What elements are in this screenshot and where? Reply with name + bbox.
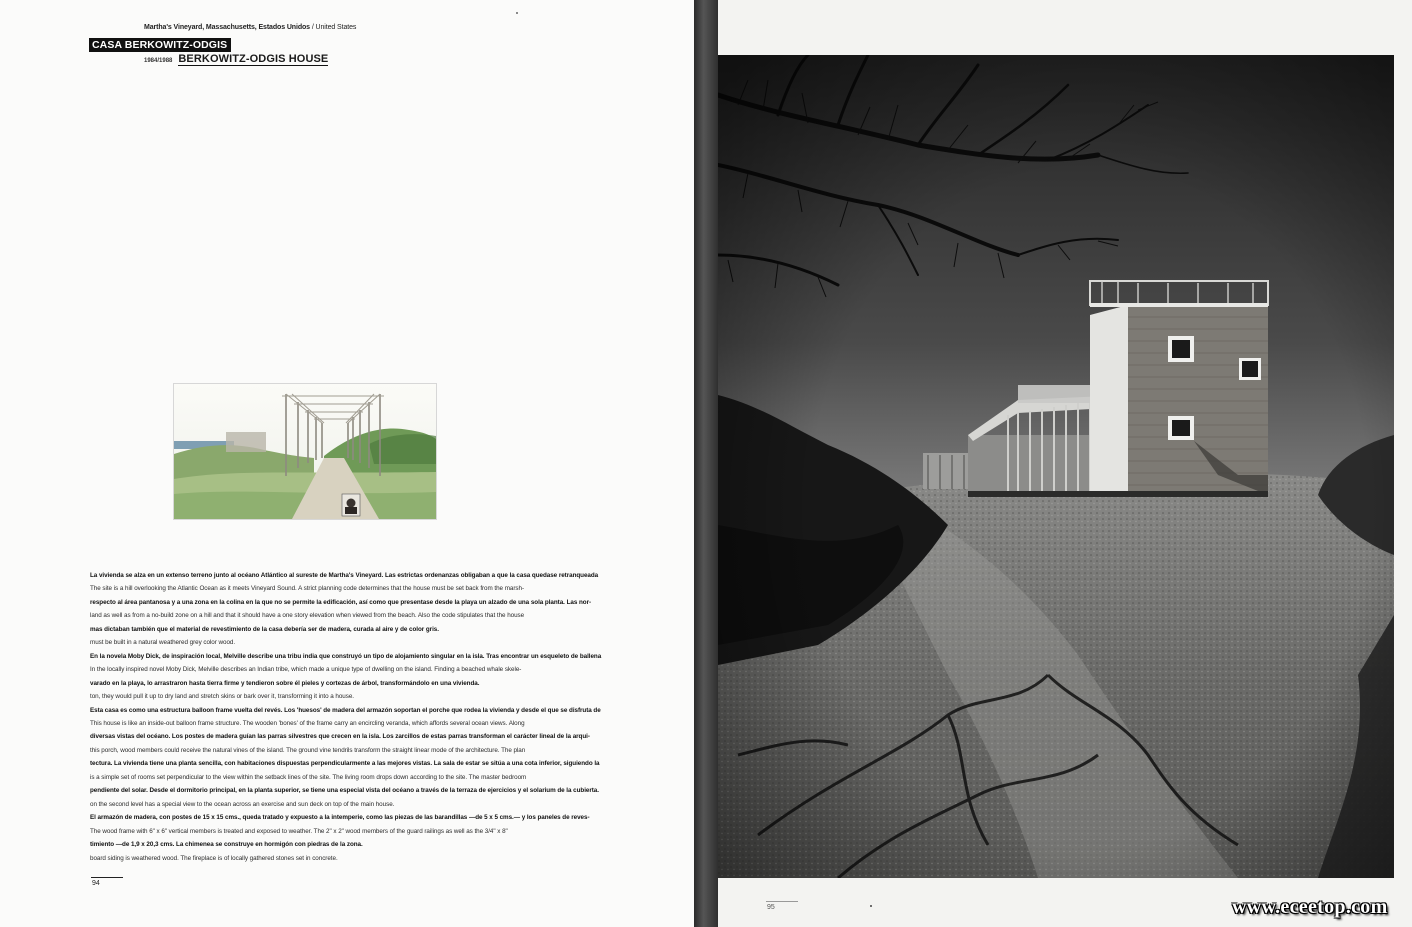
location-es: Martha's Vineyard, Massachusetts, Estados Unidos (144, 24, 310, 31)
folio-rule-left (91, 877, 123, 878)
body-line-en: The wood frame with 6" x 6" vertical members is treated and exposed to weather. The 2" x 2" wood members of the guard railings as well as the 3/4" x 8" (90, 827, 508, 835)
body-line-en: board siding is weathered wood. The fireplace is of locally gathered stones set in concrete. (90, 854, 338, 862)
location-separator: / (311, 24, 314, 31)
body-line-en: this porch, wood members could receive the natural vines of the island. The ground vine tendrils transform the straight linear mode of the architecture. The plan (90, 746, 526, 754)
body-line-en: is a simple set of rooms set perpendicular to the view within the setback lines of the site. The living room drops down according to the site. The master bedroom (90, 773, 527, 781)
speck (870, 905, 872, 907)
body-line-es: respecto al área pantanosa y a una zona en la colina en la que no se permite la edificación, así como que presentase desde la playa un alzado de una sola planta. Las nor- (90, 598, 592, 606)
page-number-right: 95 (767, 904, 775, 911)
body-line-en: land as well as from a no-build zone on a hill and that it should have a one story elevation when viewed from the beach. Also the code stipulates that the house (90, 612, 525, 620)
watermark: www.eceetop.com (1232, 896, 1388, 918)
house-photograph (718, 55, 1394, 878)
body-line-es: Esta casa es como una estructura balloon frame vuelta del revés. Los 'huesos' de madera del armazón soportan el porche que rodea la vivienda y desde el que se disfruta de (90, 706, 601, 714)
project-years: 1984/1988 (144, 58, 173, 64)
body-line-es: varado en la playa, lo arrastraron hasta tierra firme y tendieron sobre él pieles y cortezas de árbol, transformándolo en una vivienda. (90, 679, 480, 687)
project-location (144, 24, 356, 31)
left-page (0, 0, 694, 927)
page-number-left: 94 (92, 880, 100, 887)
body-line-es: El armazón de madera, con postes de 15 x 15 cms., queda tratado y expuesto a la intemperie, como las piezas de las barandillas —de 5 x 5 cms.— y los paneles de reves- (90, 814, 590, 822)
location-en: United States (315, 24, 357, 31)
title-spanish: CASA BERKOWITZ-ODGIS (89, 38, 231, 52)
body-line-en: must be built in a natural weathered grey color wood. (90, 639, 236, 647)
speck (516, 12, 518, 14)
folio-rule-right (766, 901, 798, 902)
watercolor-sketch-image (173, 383, 437, 520)
book-gutter (694, 0, 718, 927)
body-line-es: timiento —de 1,9 x 20,3 cms. La chimenea se construye en hormigón con piedras de la zona. (90, 841, 363, 849)
body-line-es: tectura. La vivienda tiene una planta sencilla, con habitaciones dispuestas perpendicularmente a las mejores vistas. La sala de estar se sitúa a una cota inferior, siguiendo la (90, 760, 600, 768)
body-line-en: The site is a hill overlooking the Atlantic Ocean as it meets Vineyard Sound. A strict planning code determines that the house must be set back from the marsh- (90, 585, 525, 593)
subtitle-row (144, 53, 328, 66)
body-line-es: La vivienda se alza en un extenso terreno junto al océano Atlántico al sureste de Martha's Vineyard. Las estrictas ordenanzas obligaban a que la casa quedase retranqueada (90, 572, 599, 579)
title-english: BERKOWITZ-ODGIS HOUSE (178, 53, 329, 65)
body-line-en: ton, they would pull it up to dry land and stretch skins or bark over it, transforming it into a house. (90, 693, 355, 701)
body-text (90, 569, 638, 865)
body-line-es: En la novela Moby Dick, de inspiración local, Melville describe una tribu india que construyó un tipo de alojamiento singular en la isla. Tras encontrar un esqueleto de ballena (90, 652, 602, 660)
body-line-en: This house is like an inside-out balloon frame structure. The wooden 'bones' of the frame carry an encircling veranda, which affords several ocean views. Along (90, 719, 525, 727)
body-line-en: In the locally inspired novel Moby Dick, Melville describes an Indian tribe, which made a unique type of dwelling on the island. Finding a beached whale skele- (90, 666, 522, 674)
body-line-es: diversas vistas del océano. Los postes de madera guían las parras silvestres que crecen en la isla. Los zarcillos de estas parras transforman el carácter lineal de la arqui- (90, 733, 590, 741)
body-line-es: pendiente del solar. Desde el dormitorio principal, en la planta superior, se tiene una especial vista del océano a través de la terraza de ejercicios y el solarium de la cubierta. (90, 787, 599, 795)
body-line-en: on the second level has a special view to the ocean across an exercise and sun deck on top of the main house. (90, 800, 395, 808)
body-line-es: mas dictaban también que el material de revestimiento de la casa debería ser de madera, curada al aire y de color gris. (90, 625, 439, 633)
